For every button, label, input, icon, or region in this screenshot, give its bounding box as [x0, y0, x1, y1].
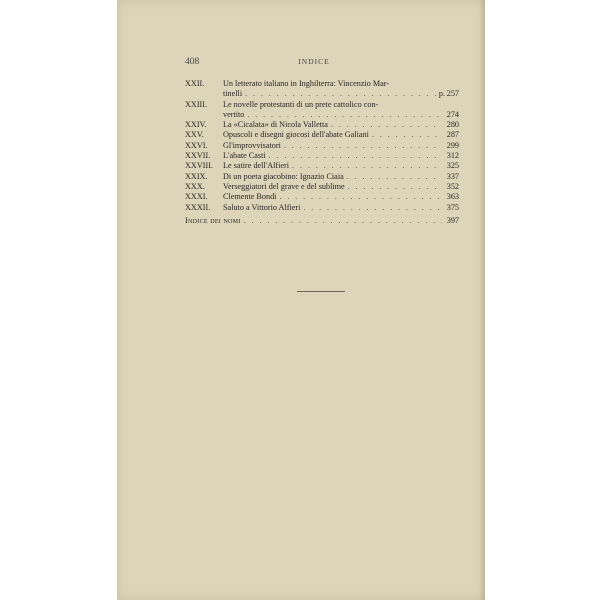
- dot-leader: [245, 89, 436, 99]
- chapter-title-block: [223, 100, 459, 121]
- dot-leader: [303, 203, 442, 213]
- chapter-title-text: Clemente Bondi: [223, 192, 277, 202]
- toc-entry: [185, 79, 459, 100]
- chapter-number: XXIII.: [185, 99, 208, 109]
- chapter-title-line: [223, 203, 459, 213]
- chapter-title-block: [223, 192, 459, 202]
- chapter-number: XXX.: [185, 181, 205, 191]
- running-title: INDICE: [298, 57, 330, 66]
- section-divider: [297, 291, 345, 292]
- chapter-title-line: [223, 192, 459, 202]
- chapter-number: XXVII.: [185, 151, 211, 161]
- toc-entry: [185, 120, 459, 130]
- chapter-title-text: Verseggiatori del grave e del sublime: [223, 181, 345, 191]
- chapter-title-block: [223, 161, 459, 171]
- chapter-page-number: 352: [446, 181, 459, 191]
- chapter-number: XXIX.: [185, 171, 208, 181]
- chapter-number: XXVI.: [185, 140, 208, 150]
- chapter-number: XXIV.: [185, 120, 207, 130]
- chapter-title-line: [223, 141, 459, 151]
- page-edge-shadow: [479, 0, 485, 600]
- dot-leader: [284, 141, 442, 151]
- chapter-title-text: Le satire dell'Alfieri: [223, 161, 290, 171]
- page-number: 408: [185, 57, 200, 67]
- chapter-number: XXXI.: [185, 192, 208, 202]
- running-head: [185, 57, 443, 69]
- chapter-title-block: [223, 120, 459, 130]
- toc-entry: [185, 161, 459, 171]
- chapter-title-text: Le novelle protestanti di un prete cattolico con-: [223, 99, 379, 109]
- chapter-title-text: vertito: [223, 109, 245, 119]
- chapter-title-line: [223, 79, 459, 89]
- chapter-number: XXII.: [185, 79, 205, 88]
- chapter-page-number: 287: [446, 130, 459, 140]
- toc-entry: [185, 203, 459, 213]
- chapter-title-block: [223, 79, 459, 100]
- chapter-title-text: L'abate Casti: [223, 151, 266, 161]
- chapter-title-line: [223, 130, 459, 140]
- chapter-title-text: Di un poeta giacobino: Ignazio Ciaia: [223, 171, 344, 181]
- index-label: Indice dei nomi: [185, 215, 241, 225]
- dot-leader: [244, 216, 442, 226]
- toc-entry: [185, 141, 459, 151]
- page-prefix: p.: [438, 89, 445, 99]
- chapter-title-line: [223, 151, 459, 161]
- chapter-title-text: tinelli: [223, 89, 243, 99]
- chapter-page-number: 299: [446, 140, 459, 150]
- chapter-number: XXVIII.: [185, 161, 213, 171]
- chapter-page-number: 363: [446, 192, 459, 202]
- chapter-page-number: 257: [446, 89, 459, 99]
- book-page: [117, 0, 485, 600]
- toc-entry: [185, 130, 459, 140]
- chapter-title-block: [223, 141, 459, 151]
- toc-entry: [185, 182, 459, 192]
- toc-entry: [185, 100, 459, 121]
- toc-entry: [185, 151, 459, 161]
- chapter-title-text: La «Cicalata» di Nicola Valletta: [223, 120, 328, 130]
- dot-leader: [292, 161, 442, 171]
- toc-entry: [185, 172, 459, 182]
- chapter-page-number: 325: [446, 161, 459, 171]
- chapter-title-line: [223, 182, 459, 192]
- chapter-title-line: [223, 89, 459, 99]
- dot-leader: [269, 151, 442, 161]
- dot-leader: [331, 120, 442, 130]
- chapter-page-number: 280: [446, 120, 459, 130]
- chapter-title-line: [223, 110, 459, 120]
- chapter-number: XXV.: [185, 130, 204, 140]
- chapter-title-text: Saluto a Vittorio Alfieri: [223, 202, 301, 212]
- chapter-title-block: [223, 182, 459, 192]
- chapter-page-number: 375: [446, 202, 459, 212]
- dot-leader: [372, 130, 442, 140]
- dot-leader: [247, 110, 442, 120]
- dot-leader: [348, 182, 442, 192]
- chapter-page-number: 337: [446, 171, 459, 181]
- chapter-page-number: 312: [446, 151, 459, 161]
- chapter-title-line: [223, 120, 459, 130]
- chapter-title-line: [223, 161, 459, 171]
- chapter-title-text: Opuscoli e disegni giocosi dell'abate Galiani: [223, 130, 369, 140]
- chapter-title-block: [223, 172, 459, 182]
- table-of-contents: [185, 79, 459, 226]
- chapter-title-text: Un letterato italiano in Inghilterra: Vincenzio Mar-: [223, 79, 390, 88]
- toc-entry: [185, 192, 459, 202]
- dot-leader: [347, 172, 442, 182]
- chapter-title-block: [223, 151, 459, 161]
- chapter-title-text: Gl'improvvisatori: [223, 140, 281, 150]
- toc-index-entry: [185, 216, 459, 226]
- chapter-number: XXXII.: [185, 202, 211, 212]
- chapter-title-block: [223, 130, 459, 140]
- chapter-title-line: [223, 100, 459, 110]
- chapter-title-block: [223, 203, 459, 213]
- dot-leader: [279, 192, 442, 202]
- chapter-page-number: 274: [446, 109, 459, 119]
- index-page-number: 397: [446, 215, 459, 225]
- chapter-title-line: [223, 172, 459, 182]
